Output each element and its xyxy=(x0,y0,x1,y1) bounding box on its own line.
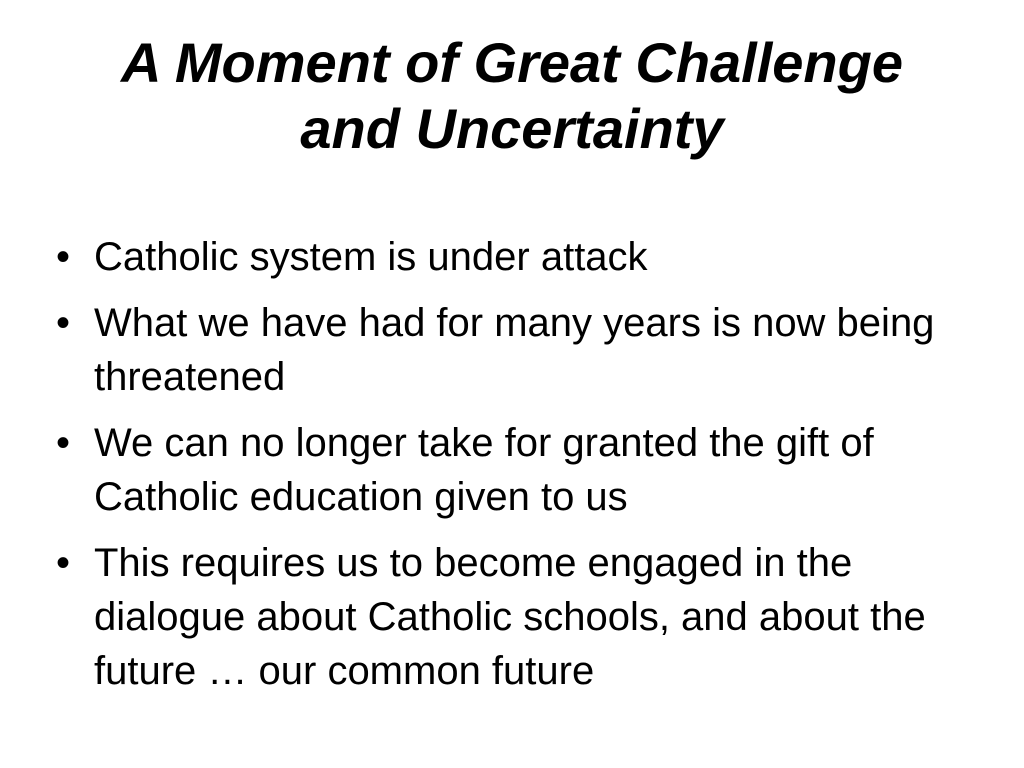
bullet-item xyxy=(56,536,976,698)
slide-title xyxy=(40,30,984,162)
bullet-marker: • xyxy=(56,541,71,585)
bullet-text: Catholic system is under attack xyxy=(94,235,648,279)
bullet-item xyxy=(56,230,976,284)
slide-title-line-2: and Uncertainty xyxy=(300,97,724,160)
bullet-text: This requires us to become engaged in the dialogue about Catholic schools, and about the future … our common future xyxy=(94,541,926,693)
bullet-list xyxy=(56,230,976,710)
bullet-marker: • xyxy=(56,421,71,465)
bullet-text: We can no longer take for granted the gift of Catholic education given to us xyxy=(94,421,874,519)
bullet-marker: • xyxy=(56,235,71,279)
bullet-text: What we have had for many years is now being threatened xyxy=(94,301,935,399)
bullet-item xyxy=(56,416,976,524)
bullet-item xyxy=(56,296,976,404)
bullet-marker: • xyxy=(56,301,71,345)
slide-title-line-1: A Moment of Great Challenge xyxy=(120,31,903,94)
